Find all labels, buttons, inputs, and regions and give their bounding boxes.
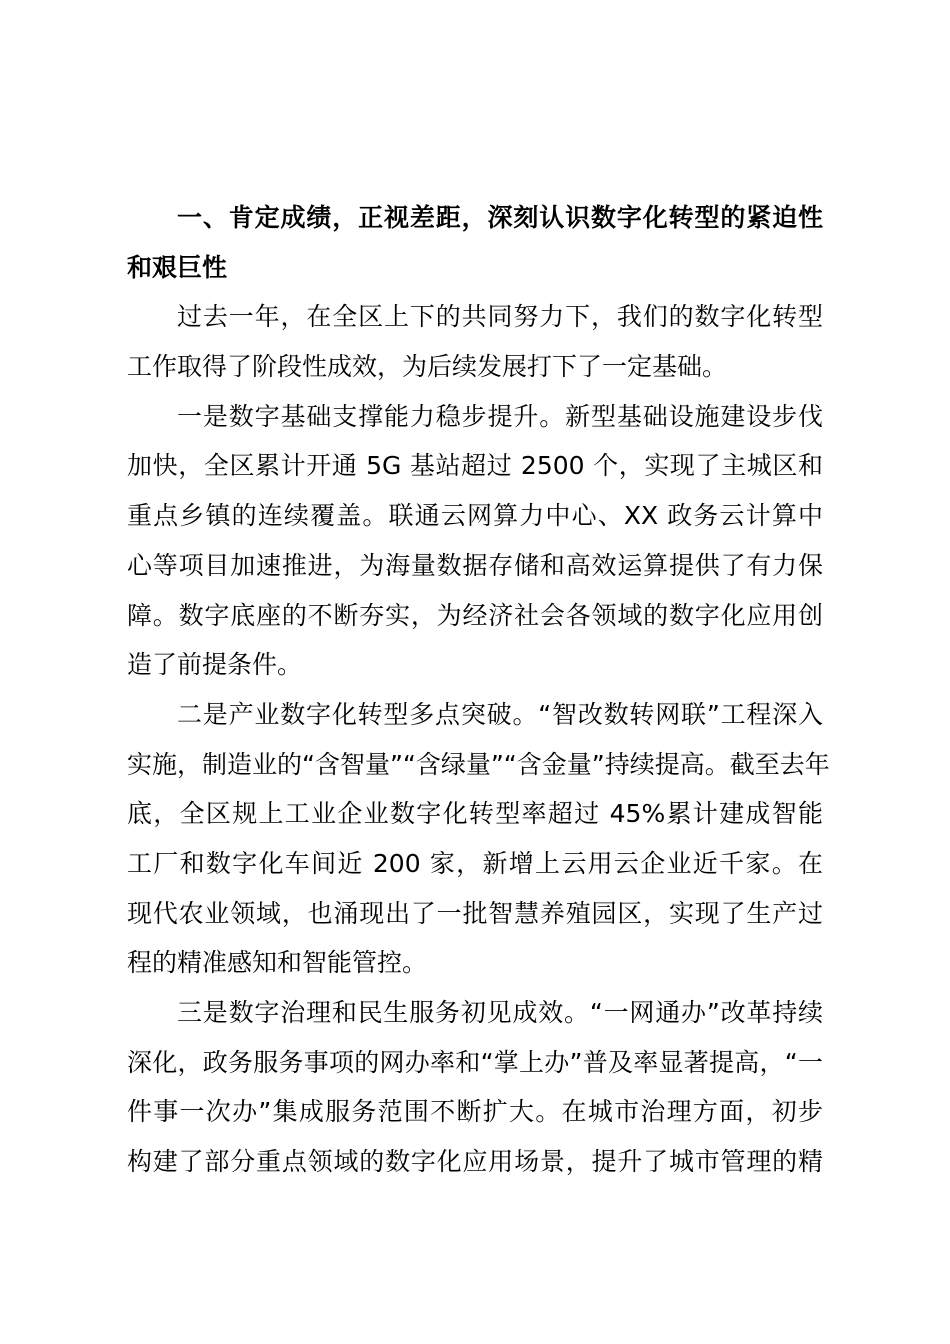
paragraph-line: 一是数字基础支撑能力稳步提升。新型基础设施建设步伐 <box>177 401 823 431</box>
paragraph-intro <box>127 292 823 391</box>
paragraph-line: 构建了部分重点领域的数字化应用场景，提升了城市管理的精 <box>127 1147 823 1177</box>
paragraph-line: 工作取得了阶段性成效，为后续发展打下了一定基础。 <box>127 352 728 382</box>
paragraph-line: 过去一年，在全区上下的共同努力下，我们的数字化转型 <box>177 302 823 332</box>
paragraph-line: 工厂和数字化车间近 200 家，新增上云用云企业近千家。在 <box>127 848 823 878</box>
paragraph-line: 实施，制造业的“含智量”“含绿量”“含金量”持续提高。截至去年 <box>127 749 830 779</box>
paragraph-line: 加快，全区累计开通 5G 基站超过 2500 个，实现了主城区和 <box>127 451 823 481</box>
document-page <box>127 193 830 1187</box>
paragraph-line: 重点乡镇的连续覆盖。联通云网算力中心、XX 政务云计算中 <box>127 501 823 531</box>
paragraph-line: 件事一次办”集成服务范围不断扩大。在城市治理方面，初步 <box>127 1097 823 1127</box>
paragraph-line: 三是数字治理和民生服务初见成效。“一网通办”改革持续 <box>177 998 823 1027</box>
paragraph-governance <box>127 988 823 1187</box>
paragraph-line: 深化，政务服务事项的网办率和“掌上办”普及率显著提高，“一 <box>127 1047 823 1077</box>
paragraph-line: 底，全区规上工业企业数字化转型率超过 45%累计建成智能 <box>127 799 823 829</box>
section-heading <box>127 193 823 292</box>
paragraph-line: 障。数字底座的不断夯实，为经济社会各领域的数字化应用创 <box>127 600 823 630</box>
heading-line: 一、肯定成绩，正视差距，深刻认识数字化转型的紧迫性 <box>177 203 823 232</box>
paragraph-line: 程的精准感知和智能管控。 <box>127 948 428 978</box>
paragraph-industry <box>127 690 830 988</box>
heading-line: 和艰巨性 <box>127 252 228 282</box>
paragraph-line: 造了前提条件。 <box>127 650 303 680</box>
paragraph-line: 二是产业数字化转型多点突破。“智改数转网联”工程深入 <box>177 699 823 729</box>
paragraph-infrastructure <box>127 392 823 690</box>
paragraph-line: 现代农业领域，也涌现出了一批智慧养殖园区，实现了生产过 <box>127 898 823 928</box>
paragraph-line: 心等项目加速推进，为海量数据存储和高效运算提供了有力保 <box>127 550 823 580</box>
